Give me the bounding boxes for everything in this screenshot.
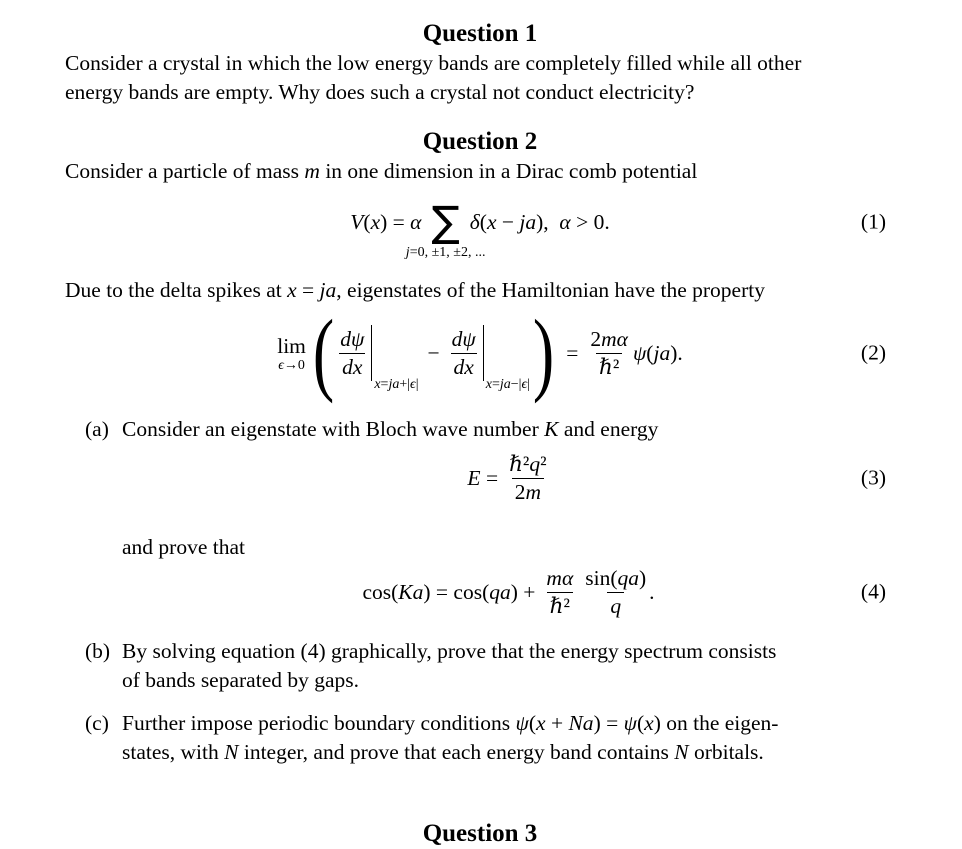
derivative-fraction-2 [449, 327, 479, 380]
derivative-term-right [337, 325, 419, 392]
item-c-text: Further impose periodic boundary conditions ψ(x + Na) = ψ(x) on the eigen- states, with N integer, and prove that each energy band contains N orbitals. [122, 710, 779, 764]
minus-sign: − [427, 340, 440, 365]
equation-3-fraction [506, 452, 550, 505]
equation-2-number: (2) [860, 340, 886, 365]
fraction-denominator: ℏ² [596, 353, 622, 380]
question-1-body: Consider a crystal in which the low energy bands are completely filled while all other energy bands are empty. Why does such a crystal not conduct electricity? [65, 51, 802, 104]
equation-1 [65, 197, 895, 260]
equation-4-lhs: cos(Ka) = cos(qa) + [362, 579, 536, 604]
right-parenthesis: ) [532, 300, 555, 404]
equation-4-fraction-1 [543, 566, 576, 619]
item-b-body [122, 637, 895, 695]
fraction-denominator: dx [451, 353, 477, 380]
summation [405, 197, 486, 260]
question-2-heading: Question 2 [422, 128, 538, 155]
equals-sign: = [566, 340, 579, 365]
limit-operator [277, 334, 306, 373]
equation-2 [65, 300, 895, 404]
derivative-fraction-1 [337, 327, 367, 380]
item-a-body [122, 415, 895, 619]
question-2-property-text: Due to the delta spikes at x = ja, eigenstates of the Hamiltonian have the property [65, 278, 765, 302]
evaluation-bar [371, 325, 372, 381]
coefficient-fraction [587, 327, 631, 380]
evaluation-subscript-1: x=ja+|ϵ| [374, 377, 419, 392]
limit-label: lim [277, 333, 306, 358]
equation-4-fraction-2 [582, 566, 649, 619]
item-c [65, 709, 895, 767]
question-3-heading-clipped: Question 3 [422, 820, 538, 847]
equation-3-number: (3) [860, 465, 886, 490]
item-a-label: (a) [85, 417, 109, 441]
fraction-numerator: ℏ²q² [509, 452, 547, 476]
equation-1-lhs: V(x) = α [350, 209, 422, 234]
limit-subscript: ϵ→0 [278, 357, 305, 373]
fraction-denominator: 2m [512, 478, 544, 505]
item-b [65, 637, 895, 695]
equation-4-number: (4) [860, 579, 886, 604]
fraction-numerator: dψ [451, 326, 476, 351]
evaluation-bar [483, 325, 484, 381]
fraction-denominator: ℏ² [547, 592, 573, 619]
equation-2-rhs: ψ(ja). [632, 340, 683, 365]
item-b-text: By solving equation (4) graphically, prove that the energy spectrum consists of bands separated by gaps. [122, 638, 777, 692]
summation-symbol: ∑ [431, 197, 460, 246]
equation-4 [122, 566, 895, 619]
prove-text: and prove that [122, 534, 245, 559]
fraction-denominator: q [607, 592, 624, 619]
equation-3 [122, 452, 895, 505]
fraction-numerator: 2mα [590, 326, 628, 351]
item-a [65, 415, 895, 619]
item-b-label: (b) [85, 638, 111, 663]
item-c-label: (c) [85, 710, 109, 735]
item-a-text: Consider an eigenstate with Bloch wave number K and energy [122, 417, 659, 441]
question-1-heading: Question 1 [422, 20, 538, 47]
fraction-denominator: dx [339, 353, 365, 380]
question-2-intro: Consider a particle of mass m in one dimension in a Dirac comb potential [65, 159, 698, 183]
left-parenthesis: ( [312, 300, 335, 404]
derivative-term-left [449, 325, 530, 392]
fraction-numerator: sin(qa) [585, 565, 647, 590]
item-c-body [122, 709, 895, 767]
summation-limits: j=0, ±1, ±2, ... [405, 245, 486, 260]
equation-1-rhs: δ(x − ja), α > 0. [469, 209, 610, 234]
equation-4-period: . [649, 579, 655, 604]
fraction-numerator: dψ [340, 326, 365, 351]
equation-3-lhs: E = [467, 465, 499, 490]
equation-1-number: (1) [860, 209, 886, 234]
evaluation-subscript-2: x=ja−|ϵ| [485, 377, 530, 392]
fraction-numerator: mα [546, 565, 574, 590]
document-content [65, 0, 895, 847]
